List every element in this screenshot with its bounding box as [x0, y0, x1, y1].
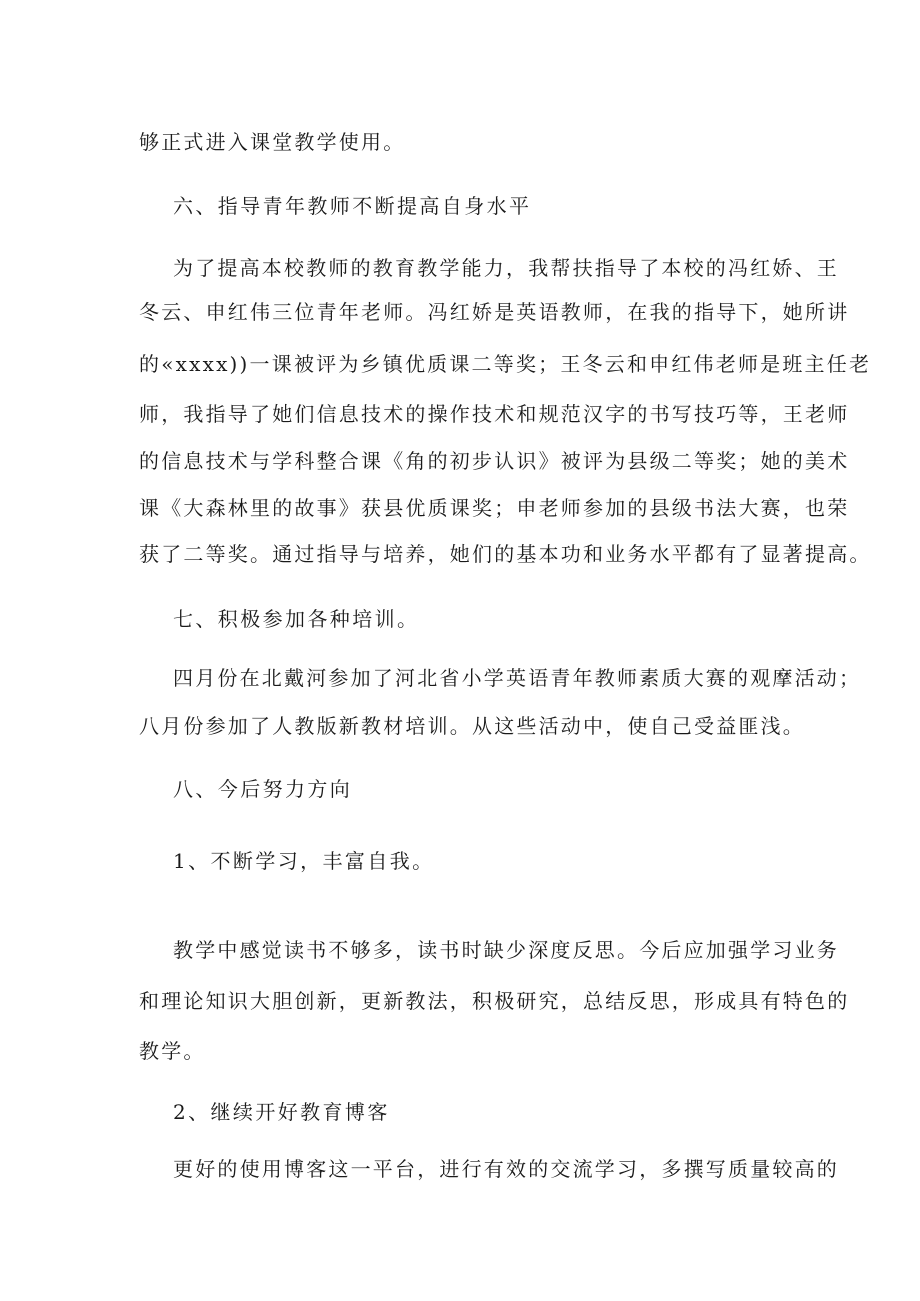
section-6-line-2: 冬云、申红伟三位青年老师。冯红娇是英语教师，在我的指导下，她所讲	[139, 300, 850, 324]
section-6-line-5: 的信息技术与学科整合课《角的初步认识》被评为县级二等奖；她的美术	[139, 449, 850, 473]
item-2-heading: 2、继续开好教育博客	[173, 1100, 390, 1124]
item-2-line-1: 更好的使用博客这一平台，进行有效的交流学习，多撰写质量较高的	[173, 1157, 839, 1181]
section-6-heading: 六、指导青年教师不断提高自身水平	[173, 194, 532, 218]
continuation-text: 够正式进入课堂教学使用。	[139, 130, 406, 154]
section-6-line-4: 师，我指导了她们信息技术的操作技术和规范汉字的书写技巧等，王老师	[139, 402, 850, 426]
section-8-heading: 八、今后努力方向	[173, 777, 353, 801]
item-1-heading: 1、不断学习，丰富自我。	[173, 849, 435, 873]
section-6-line-1: 为了提高本校教师的教育教学能力，我帮扶指导了本校的冯红娇、王	[173, 256, 839, 280]
section-7-line-1: 四月份在北戴河参加了河北省小学英语青年教师素质大赛的观摩活动；	[173, 666, 862, 690]
section-6-line-6: 课《大森林里的故事》获县优质课奖；申老师参加的县级书法大赛，也荣	[139, 496, 850, 520]
item-1-line-2: 和理论知识大胆创新，更新教法，积极研究，总结反思，形成具有特色的	[139, 989, 850, 1013]
section-7-line-2: 八月份参加了人教版新教材培训。从这些活动中，使自己受益匪浅。	[139, 714, 805, 738]
item-1-line-3: 教学。	[139, 1039, 206, 1063]
section-6-line-3: 的«xxxx))一课被评为乡镇优质课二等奖；王冬云和申红伟老师是班主任老	[139, 352, 872, 376]
section-7-heading: 七、积极参加各种培训。	[173, 607, 420, 631]
item-1-line-1: 教学中感觉读书不够多，读书时缺少深度反思。今后应加强学习业务	[173, 938, 839, 962]
section-6-line-7: 获了二等奖。通过指导与培养，她们的基本功和业务水平都有了显著提高。	[139, 542, 872, 566]
